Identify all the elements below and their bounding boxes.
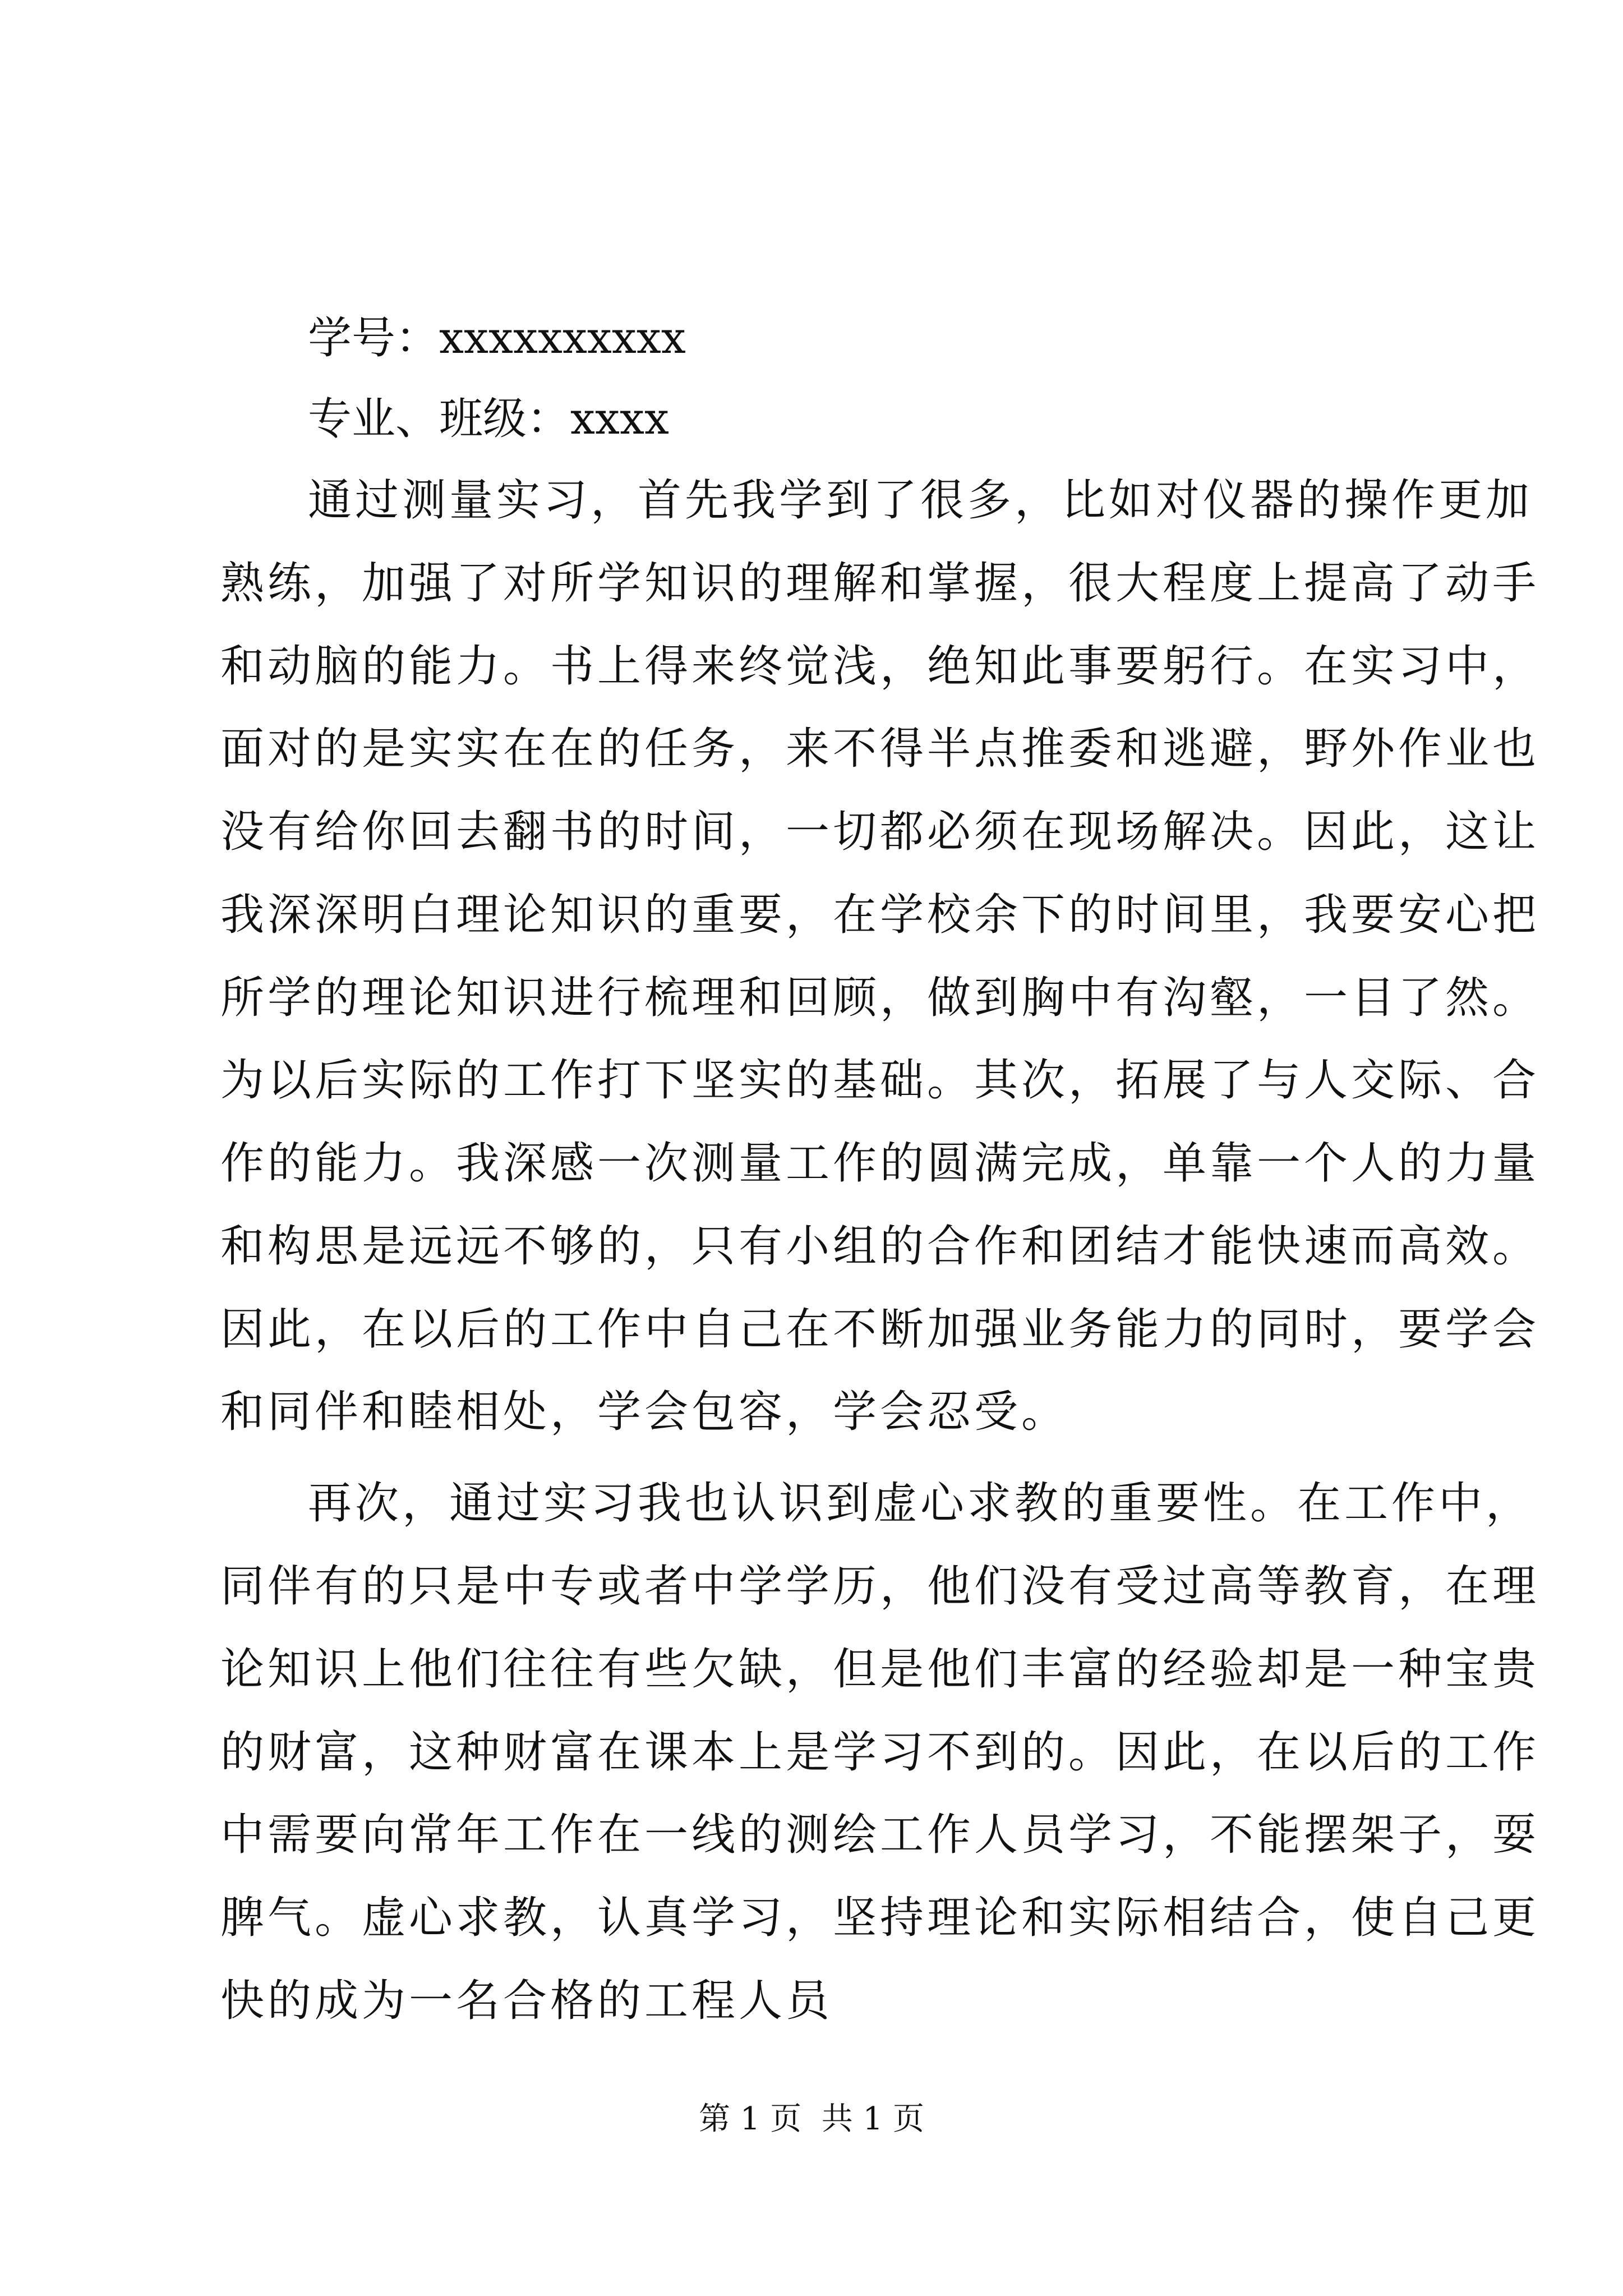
paragraph-line: 中需要向常年工作在一线的测绘工作人员学习，不能摆架子，耍 xyxy=(220,1810,1540,1860)
paragraph-line: 所学的理论知识进行梳理和回顾，做到胸中有沟壑，一目了然。 xyxy=(220,973,1540,1023)
paragraph-line: 和动脑的能力。书上得来终觉浅，绝知此事要躬行。在实习中， xyxy=(220,641,1540,692)
paragraph-line: 没有给你回去翻书的时间，一切都必须在现场解决。因此，这让 xyxy=(220,807,1540,857)
paragraph-line: 脾气。虚心求教，认真学习，坚持理论和实际相结合，使自己更 xyxy=(220,1893,1540,1943)
page-number-footer: 第 1 页 共 1 页 xyxy=(698,2101,925,2137)
student-id-line: 学号：xxxxxxxxxx xyxy=(308,313,686,364)
paragraph-line: 和构思是远远不够的，只有小组的合作和团结才能快速而高效。 xyxy=(220,1221,1540,1272)
paragraph-line: 面对的是实实在在的任务，来不得半点推委和逃避，野外作业也 xyxy=(220,724,1540,774)
paragraph-line: 因此，在以后的工作中自己在不断加强业务能力的同时，要学会 xyxy=(220,1304,1540,1355)
paragraph-line: 熟练，加强了对所学知识的理解和掌握，很大程度上提高了动手 xyxy=(220,558,1540,609)
paragraph-line: 同伴有的只是中专或者中学学历，他们没有受过高等教育，在理 xyxy=(220,1561,1540,1612)
paragraph-line: 为以后实际的工作打下坚实的基础。其次，拓展了与人交际、合 xyxy=(220,1055,1540,1106)
paragraph-line: 再次，通过实习我也认识到虚心求教的重要性。在工作中， xyxy=(308,1478,1533,1529)
paragraph-line: 的财富，这种财富在课本上是学习不到的。因此，在以后的工作 xyxy=(220,1727,1540,1778)
paragraph-line: 作的能力。我深感一次测量工作的圆满完成，单靠一个人的力量 xyxy=(220,1138,1540,1189)
paragraph-line: 和同伴和睦相处，学会包容，学会忍受。 xyxy=(220,1387,1069,1437)
paragraph-line: 我深深明白理论知识的重要，在学校余下的时间里，我要安心把 xyxy=(220,890,1540,940)
paragraph-line: 通过测量实习，首先我学到了很多，比如对仪器的操作更加 xyxy=(308,475,1533,526)
major-class-line: 专业、班级：xxxx xyxy=(308,394,669,444)
paragraph-line: 论知识上他们往往有些欠缺，但是他们丰富的经验却是一种宝贵 xyxy=(220,1644,1540,1695)
paragraph-line: 快的成为一名合格的工程人员 xyxy=(220,1976,833,2026)
